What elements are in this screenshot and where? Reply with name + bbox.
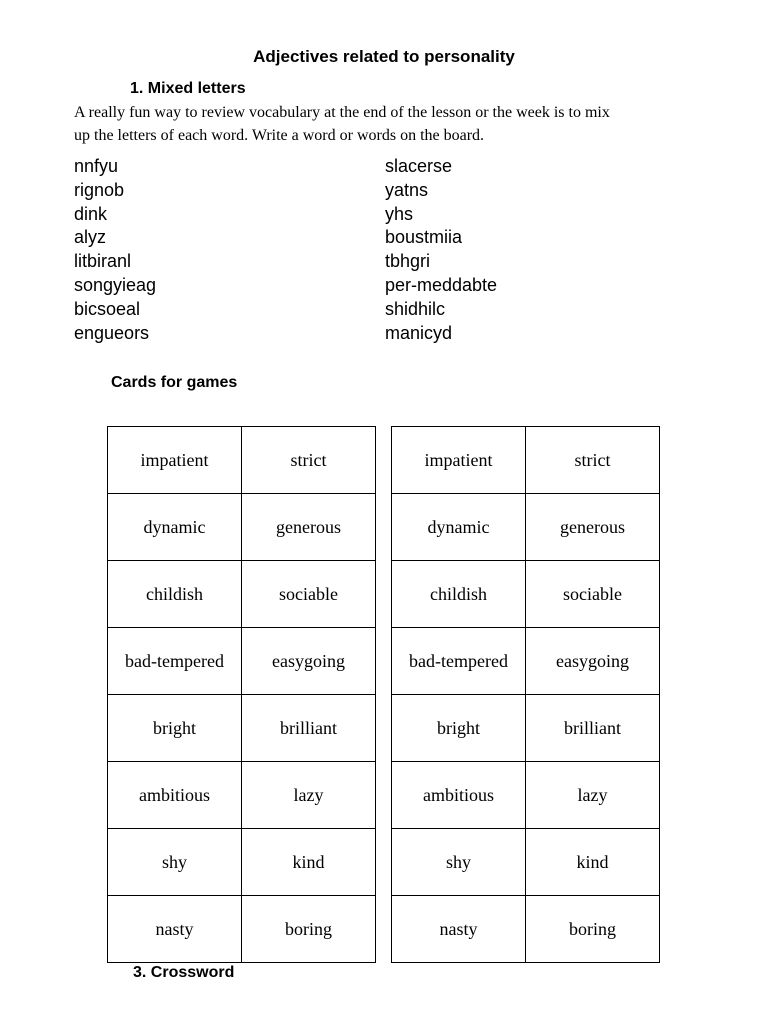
card-row [392, 896, 660, 963]
word-card: sociable [242, 561, 376, 628]
card-row [108, 628, 376, 695]
scrambled-word: per-meddabte [385, 274, 498, 295]
intro-line: A really fun way to review vocabulary at the end of the lesson or the week is to mix [74, 104, 610, 121]
word-card: ambitious [108, 762, 242, 829]
scrambled-word: litbiranl [74, 251, 132, 272]
word-card: impatient [108, 427, 242, 494]
card-table-right [391, 426, 660, 963]
section-heading-cards: Cards for games [111, 374, 238, 391]
word-card: childish [392, 561, 526, 628]
card-row [392, 427, 660, 494]
word-card: strict [242, 427, 376, 494]
scrambled-word: boustmiia [385, 227, 463, 248]
scrambled-word: bicsoeal [74, 298, 141, 319]
page-title: Adjectives related to personality [253, 47, 515, 66]
scrambled-word: tbhgri [385, 251, 431, 272]
card-row [108, 896, 376, 963]
card-row [392, 628, 660, 695]
word-card: impatient [392, 427, 526, 494]
word-card: bad-tempered [108, 628, 242, 695]
word-card: nasty [108, 896, 242, 963]
card-row [108, 762, 376, 829]
word-card: shy [108, 829, 242, 896]
card-row [392, 561, 660, 628]
scrambled-word: rignob [74, 179, 125, 200]
card-row [392, 695, 660, 762]
card-row [392, 762, 660, 829]
scrambled-word: songyieag [74, 274, 157, 295]
word-card: dynamic [392, 494, 526, 561]
card-row [392, 829, 660, 896]
scrambled-word: shidhilc [385, 298, 446, 319]
word-card: bright [108, 695, 242, 762]
scrambled-word: manicyd [385, 322, 453, 343]
word-card: boring [242, 896, 376, 963]
word-card: bright [392, 695, 526, 762]
word-card: lazy [526, 762, 660, 829]
word-card: boring [526, 896, 660, 963]
word-card: brilliant [526, 695, 660, 762]
word-card: sociable [526, 561, 660, 628]
card-row [108, 829, 376, 896]
scrambled-word: alyz [74, 227, 107, 248]
word-card: shy [392, 829, 526, 896]
section-heading-mixed-letters: 1. Mixed letters [130, 80, 246, 97]
card-row [108, 427, 376, 494]
scrambled-word: yhs [385, 203, 414, 224]
scrambled-words-left [74, 155, 156, 345]
scrambled-word: slacerse [385, 156, 453, 176]
intro-paragraph [74, 101, 714, 147]
word-card: kind [242, 829, 376, 896]
word-card: childish [108, 561, 242, 628]
word-card: easygoing [242, 628, 376, 695]
card-row [108, 561, 376, 628]
word-card: easygoing [526, 628, 660, 695]
word-card: nasty [392, 896, 526, 963]
word-card: generous [526, 494, 660, 561]
scrambled-words-right [385, 155, 497, 345]
scrambled-word: yatns [385, 179, 429, 200]
word-card: generous [242, 494, 376, 561]
word-card: lazy [242, 762, 376, 829]
scrambled-word: dink [74, 203, 108, 224]
card-row [108, 695, 376, 762]
word-card: strict [526, 427, 660, 494]
word-card: bad-tempered [392, 628, 526, 695]
card-row [392, 494, 660, 561]
word-card: ambitious [392, 762, 526, 829]
word-card: dynamic [108, 494, 242, 561]
scrambled-word: nnfyu [74, 156, 119, 176]
word-card: kind [526, 829, 660, 896]
intro-line: up the letters of each word. Write a word or words on the board. [74, 127, 485, 144]
card-table-left [107, 426, 376, 963]
word-card: brilliant [242, 695, 376, 762]
card-row [108, 494, 376, 561]
section-heading-crossword: 3. Crossword [133, 964, 235, 981]
scrambled-word: engueors [74, 322, 150, 343]
